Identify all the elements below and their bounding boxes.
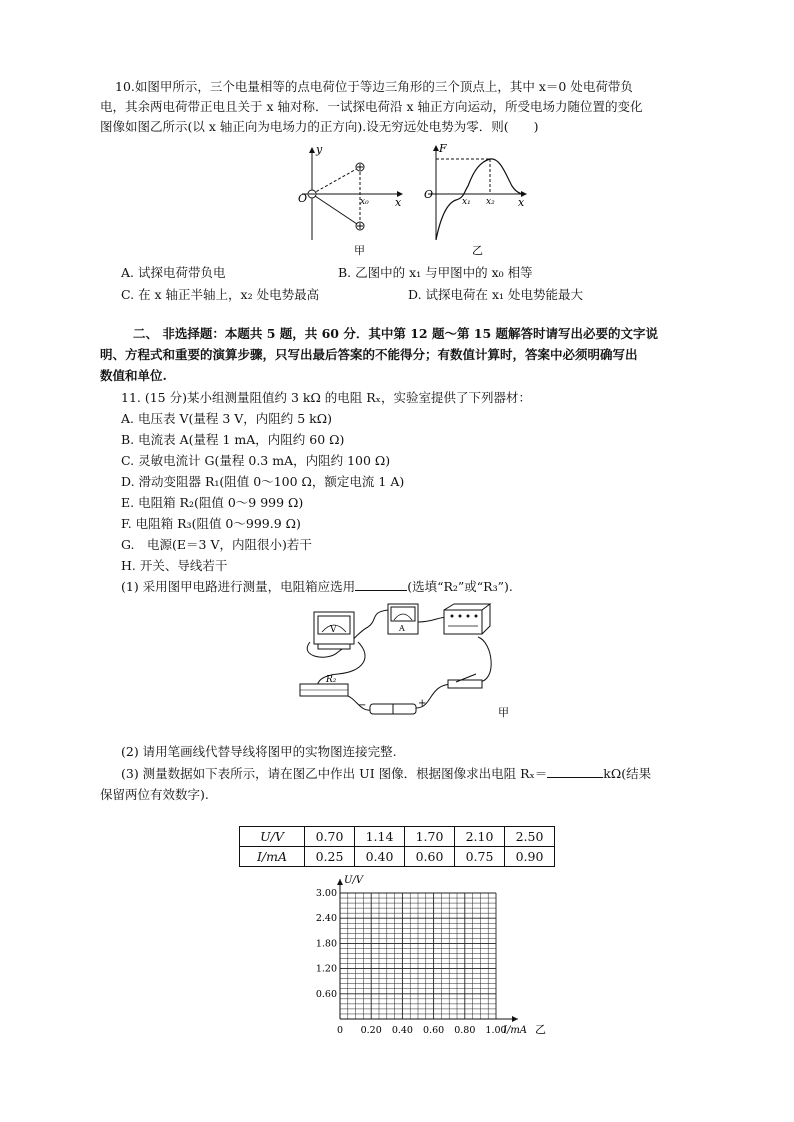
q11-part3	[121, 764, 651, 784]
q11-item-g: G. 电源(E＝3 V，内阻很小)若干	[121, 537, 312, 552]
x1-label: x₁	[462, 197, 471, 207]
x0-label: x₀	[360, 197, 369, 207]
figure-jia	[292, 140, 412, 265]
table-header: I/mA	[240, 847, 305, 867]
origin-label: O	[298, 192, 308, 205]
q11-part1-text: (1) 采用图甲电路进行测量，电阻箱应选用	[121, 579, 356, 594]
x-axis-arrow	[512, 1016, 518, 1022]
table-cell: 2.10	[455, 827, 505, 847]
table-cell: 0.25	[305, 847, 355, 867]
svg-text:+: +	[418, 698, 427, 709]
x-tick-label: 1.00	[485, 1025, 507, 1036]
figure-caption: 乙	[535, 1023, 546, 1036]
q11-item-a: A. 电压表 V(量程 3 V，内阻约 5 kΩ)	[121, 411, 332, 426]
q11-part1	[121, 577, 513, 597]
x-axis-label: I/mA	[503, 1025, 528, 1036]
table-row	[240, 847, 555, 867]
y-tick-label: 3.00	[315, 888, 337, 899]
y-tick-label: 1.20	[315, 963, 337, 975]
x-tick-label: 0.80	[454, 1025, 476, 1036]
q11-item-b: B. 电流表 A(量程 1 mA，内阻约 60 Ω)	[121, 432, 345, 447]
triangle-side	[312, 194, 360, 226]
y-tick-label: 0.60	[315, 988, 337, 1000]
data-table	[239, 826, 555, 867]
y-tick-label: 1.80	[315, 938, 337, 950]
resistor-box-icon	[300, 675, 348, 696]
q11-part3-line2: 保留两位有效数字).	[100, 787, 209, 802]
figure-caption: 甲	[498, 706, 509, 719]
y-axis-label: U/V	[344, 875, 364, 886]
section2-heading-line3: 数值和单位.	[100, 368, 167, 383]
table-cell: 1.14	[355, 827, 405, 847]
table-cell: 1.70	[405, 827, 455, 847]
figure-caption: 甲	[354, 244, 365, 257]
q11-intro: 11. (15 分)某小组测量阻值约 3 kΩ 的电阻 Rₓ，实验室提供了下列器材：	[121, 390, 531, 405]
q11-part2: (2) 请用笔画线代替导线将图甲的实物图连接完整.	[121, 744, 397, 759]
table-cell: 0.75	[455, 847, 505, 867]
svg-text:A: A	[399, 624, 405, 633]
y-axis-arrow	[337, 879, 343, 885]
q10-option-b: B. 乙图中的 x₁ 与甲图中的 x₀ 相等	[338, 265, 533, 280]
q11-item-d: D. 滑动变阻器 R₁(阻值 0～100 Ω，额定电流 1 A)	[121, 474, 405, 489]
table-cell: 0.60	[405, 847, 455, 867]
force-curve	[436, 159, 524, 240]
x-tick-label: 0.60	[423, 1025, 445, 1036]
y-label: y	[316, 143, 323, 156]
answer-blank[interactable]	[355, 578, 407, 591]
svg-text:−: −	[358, 700, 367, 711]
q10-line3: 图像如图乙所示(以 x 轴正向为电场力的正方向).设无穷远处电势为零．则( )	[100, 119, 539, 134]
figure-yi	[420, 140, 535, 265]
q10-line2: 电，其余两电荷带正电且关于 x 轴对称．一试探电荷沿 x 轴正方向运动，所受电场力随位置的变化	[100, 99, 643, 114]
battery-icon	[358, 698, 426, 714]
q11-item-c: C. 灵敏电流计 G(量程 0.3 mA，内阻约 100 Ω)	[121, 453, 391, 468]
table-header: U/V	[240, 827, 305, 847]
x-tick-label: 0.40	[391, 1025, 413, 1036]
x-label: x	[518, 196, 525, 209]
table-cell: 0.70	[305, 827, 355, 847]
wire	[478, 637, 491, 682]
q11-item-e: E. 电阻箱 R₂(阻值 0～9 999 Ω)	[121, 495, 304, 510]
ui-graph[interactable]	[296, 868, 566, 1036]
svg-text:R₂: R₂	[326, 675, 337, 685]
circuit-figure	[298, 602, 528, 720]
rheostat-icon	[444, 604, 490, 634]
table-row	[240, 827, 555, 847]
svg-text:V: V	[330, 625, 337, 635]
figure-caption: 乙	[472, 244, 483, 257]
q11-item-h: H. 开关、导线若干	[121, 558, 228, 573]
q11-item-f: F. 电阻箱 R₃(阻值 0～999.9 Ω)	[121, 516, 301, 531]
switch-icon	[448, 674, 482, 688]
q10-line1: 10.如图甲所示，三个电量相等的点电荷位于等边三角形的三个顶点上，其中 x＝0 处电荷带负	[115, 79, 633, 94]
answer-blank[interactable]	[547, 765, 603, 778]
x-label: x	[395, 196, 402, 209]
voltmeter-icon	[314, 612, 354, 649]
table-cell: 2.50	[505, 827, 555, 847]
table-cell: 0.90	[505, 847, 555, 867]
q11-part3-text: (3) 测量数据如下表所示，请在图乙中作出 UI 图像．根据图像求出电阻 Rₓ＝	[121, 766, 548, 781]
x-tick-label: 0.20	[360, 1025, 382, 1036]
x-tick-label: 0	[336, 1025, 344, 1036]
f-label: F	[439, 142, 447, 155]
q10-option-c: C. 在 x 轴正半轴上，x₂ 处电势最高	[121, 287, 320, 302]
triangle-side	[312, 167, 360, 194]
origin-label: O	[424, 188, 434, 201]
y-tick-label: 2.40	[315, 913, 337, 925]
section2-heading-line2: 明、方程式和重要的演算步骤，只写出最后答案的不能得分；有数值计算时，答案中必须明确写出	[100, 347, 638, 362]
q10-option-d: D. 试探电荷在 x₁ 处电势能最大	[408, 287, 584, 302]
section2-heading-line1: 二、 非选择题：本题共 5 题，共 60 分．其中第 12 题～第 15 题解答时请写出必要的文字说	[133, 326, 659, 341]
q10-option-a: A. 试探电荷带负电	[121, 265, 226, 280]
q11-part3-text-end: kΩ(结果	[603, 766, 652, 781]
table-cell: 0.40	[355, 847, 405, 867]
x2-label: x₂	[486, 197, 495, 207]
q11-part1-text-end: (选填“R₂”或“R₃”).	[407, 579, 513, 594]
ammeter-icon	[388, 604, 418, 634]
